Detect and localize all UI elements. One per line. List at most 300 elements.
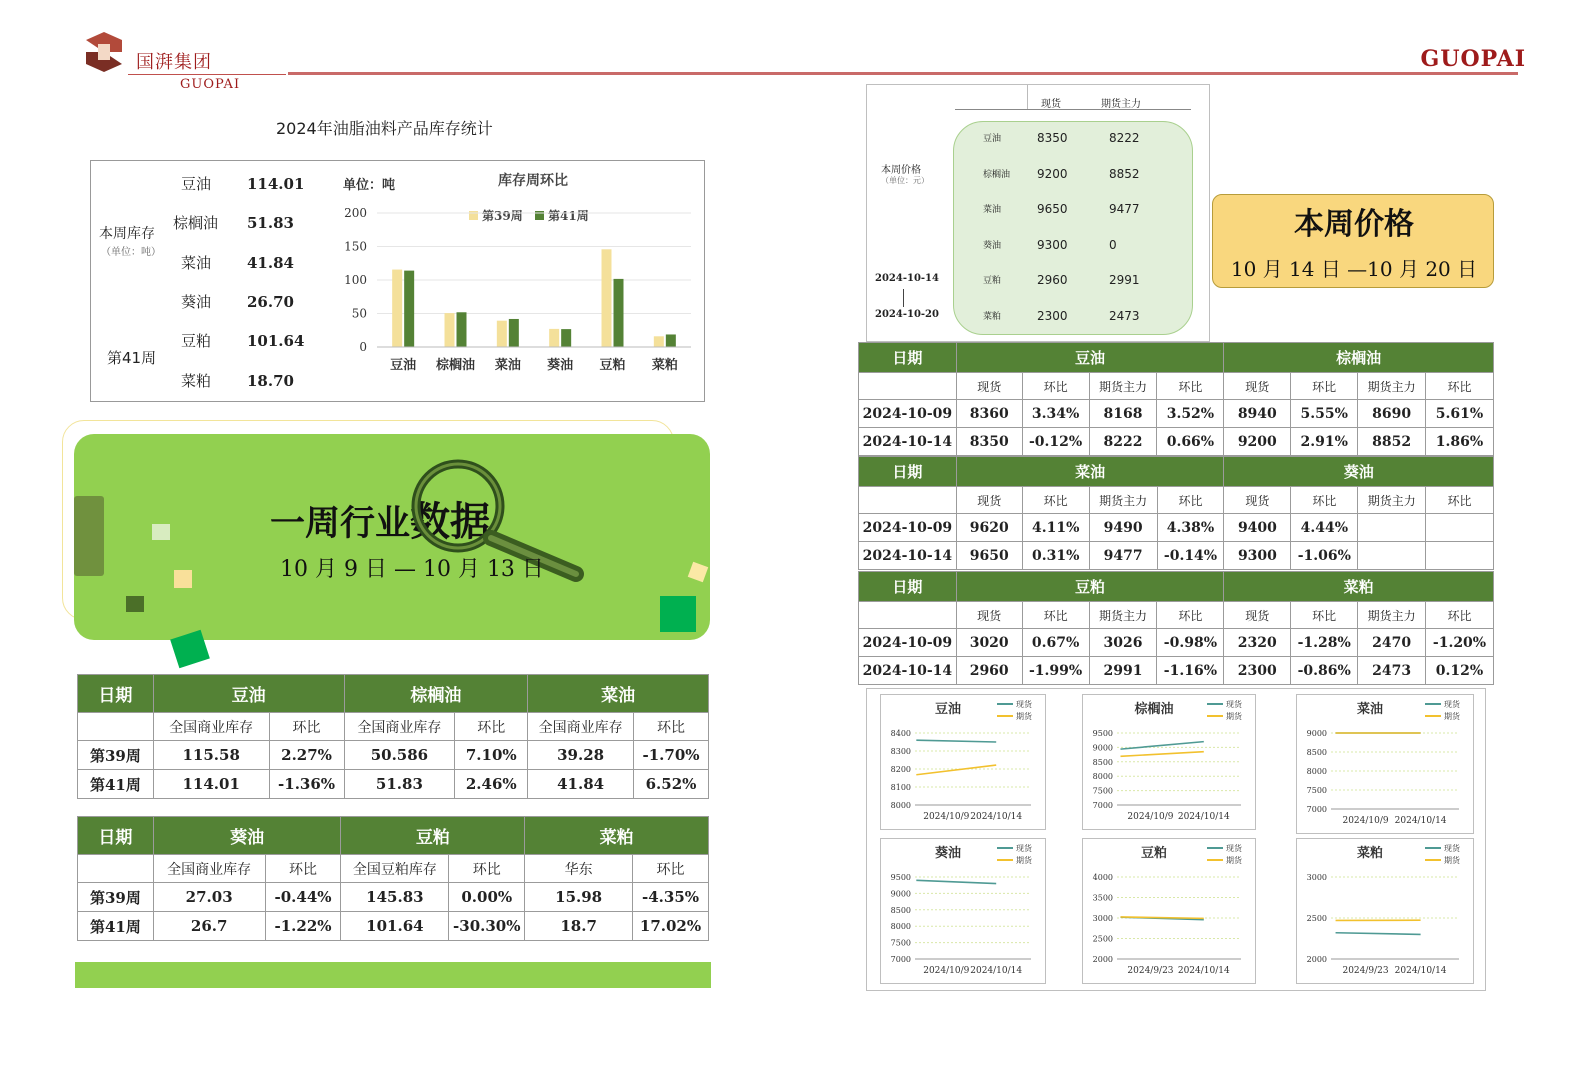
mini-legend-label: 期货 [1016, 856, 1032, 865]
stock-item-name: 豆粕 [181, 332, 212, 351]
table-cell: 9477 [1089, 542, 1157, 570]
price-side-unit: （单位：元） [881, 176, 929, 185]
mini-y-tick-label: 7500 [1306, 786, 1327, 795]
bar [497, 321, 507, 347]
table-row-label: 2024-10-09 [859, 514, 957, 542]
table-cell: 2470 [1358, 629, 1426, 657]
table-blank-cell [859, 602, 957, 629]
mini-y-tick-label: 8300 [890, 747, 911, 756]
table-cell: 4.38% [1157, 514, 1224, 542]
mini-y-tick-label: 9000 [1092, 743, 1113, 753]
bar [392, 270, 402, 347]
table-row [859, 428, 1494, 456]
mini-chart-svg [1083, 695, 1257, 831]
banner-deco-bar [74, 496, 104, 576]
bar [666, 334, 676, 347]
price-table-2 [858, 456, 1494, 570]
price-col-spot: 现货 [1041, 99, 1061, 110]
banner-title-part1: 一周行业 [270, 503, 411, 544]
table-cell: 114.01 [153, 770, 269, 799]
table-cell: 6.52% [634, 770, 709, 799]
stock-item-value: 26.70 [247, 292, 294, 311]
table-cell: -30.30% [449, 912, 525, 941]
table-date-header: 日期 [78, 817, 154, 855]
banner-deco-square [152, 524, 170, 540]
table-cell [1358, 542, 1426, 570]
mini-y-tick-label: 2000 [1306, 955, 1327, 964]
bar [602, 249, 612, 347]
y-tick-label: 0 [359, 340, 367, 354]
stock-item-value: 114.01 [247, 175, 305, 193]
mini-chart-title: 菜油 [1356, 702, 1384, 717]
stock-bar-chart [341, 169, 701, 394]
price-row-spot: 9200 [1037, 166, 1068, 181]
mini-legend-label: 期货 [1016, 712, 1032, 721]
stock-week-label: 本周库存 [99, 226, 155, 242]
mini-y-tick-label: 9500 [890, 873, 911, 882]
price-row-future: 9477 [1109, 202, 1140, 217]
table-group-header: 豆油 [956, 343, 1224, 373]
banner-deco-square [660, 596, 696, 632]
table-row [859, 514, 1494, 542]
table-cell: 0.31% [1022, 542, 1089, 570]
table-cell: 2300 [1224, 657, 1291, 685]
table-group-header: 豆油 [153, 675, 344, 713]
table-cell: -1.70% [634, 741, 709, 770]
table-cell: 9300 [1224, 542, 1291, 570]
stock-item-name: 豆油 [181, 175, 212, 193]
mini-legend-label: 现货 [1016, 844, 1032, 853]
price-row-spot: 9300 [1037, 237, 1068, 252]
bar [445, 313, 455, 347]
table-subheader: 现货 [956, 373, 1022, 400]
table-subheader: 环比 [455, 713, 528, 741]
mini-y-tick-label: 8100 [890, 783, 911, 792]
table-row [859, 400, 1494, 428]
mini-y-tick-label: 7000 [1306, 805, 1327, 814]
table-row-label: 第41周 [78, 770, 154, 799]
price-date-line [903, 289, 904, 307]
mini-x-tick-label: 2024/10/9 [923, 966, 970, 976]
table-group-header: 豆粕 [341, 817, 525, 855]
table-subheader: 现货 [1224, 602, 1291, 629]
mini-chart-svg [881, 839, 1047, 985]
table-cell: 2.46% [455, 770, 528, 799]
price-header-divider [1027, 85, 1028, 109]
table-row-label: 2024-10-09 [859, 629, 957, 657]
y-tick-label: 200 [344, 206, 367, 220]
table-cell: 3026 [1089, 629, 1157, 657]
company-logo [82, 30, 126, 74]
header-rule-short [128, 74, 286, 75]
mini-legend-label: 现货 [1444, 844, 1460, 853]
mini-y-tick-label: 9000 [1306, 729, 1327, 738]
table-date-header: 日期 [78, 675, 154, 713]
week-price-box [1212, 194, 1494, 288]
week-price-dates: 10 月 14 日 —10 月 20 日 [1230, 257, 1478, 281]
bar [404, 271, 414, 347]
table-subheader: 环比 [1157, 602, 1224, 629]
table-cell: 3.52% [1157, 400, 1224, 428]
table-cell: 9650 [956, 542, 1022, 570]
mini-legend-label: 期货 [1444, 856, 1460, 865]
mini-x-tick-label: 2024/10/14 [1394, 966, 1447, 976]
x-tick-label: 葵油 [547, 358, 574, 373]
table-cell: 2320 [1224, 629, 1291, 657]
table-subheader: 环比 [449, 855, 525, 883]
table-cell: 0.00% [449, 883, 525, 912]
table-cell: 39.28 [528, 741, 634, 770]
price-rounded-box [953, 121, 1193, 335]
mini-series-line [1120, 742, 1203, 749]
mini-legend-label: 期货 [1444, 712, 1460, 721]
table-row-label: 2024-10-09 [859, 400, 957, 428]
table-cell [1426, 514, 1494, 542]
table-subheader: 期货主力 [1089, 602, 1157, 629]
price-row-spot: 2300 [1037, 309, 1068, 323]
mini-legend-label: 现货 [1444, 700, 1460, 709]
table-cell: 8360 [956, 400, 1022, 428]
table-cell: -0.98% [1157, 629, 1224, 657]
price-row-spot: 2960 [1037, 273, 1068, 288]
table-subheader: 环比 [1426, 373, 1494, 400]
table-subheader: 环比 [633, 855, 709, 883]
table-cell: -1.28% [1291, 629, 1358, 657]
stock-item-value: 18.70 [247, 371, 294, 390]
mini-legend-label: 现货 [1226, 844, 1242, 853]
mini-x-tick-label: 2024/10/9 [1342, 816, 1389, 826]
mini-x-tick-label: 2024/9/23 [1127, 966, 1174, 976]
table-group-header: 菜油 [956, 457, 1224, 487]
x-tick-label: 棕榈油 [435, 358, 476, 373]
y-tick-label: 100 [344, 273, 367, 287]
table-cell: 0.67% [1022, 629, 1089, 657]
table-group-header: 菜油 [528, 675, 709, 713]
stock-item-name: 葵油 [181, 292, 212, 311]
mini-series-line [916, 765, 996, 775]
table-cell: 2960 [956, 657, 1022, 685]
price-row-future: 8222 [1109, 131, 1140, 145]
table-subheader: 环比 [1291, 373, 1358, 400]
table-cell: 15.98 [525, 883, 633, 912]
x-tick-label: 豆油 [390, 358, 417, 373]
table-cell: -1.36% [269, 770, 344, 799]
table-blank-cell [859, 487, 957, 514]
table-subheader: 全国商业库存 [153, 855, 265, 883]
mini-chart-title: 棕榈油 [1134, 702, 1174, 717]
mini-x-tick-label: 2024/10/14 [1394, 816, 1447, 826]
mini-y-tick-label: 2500 [1306, 914, 1327, 923]
chart-unit-label: 单位：吨 [343, 178, 396, 193]
table-subheader: 期货主力 [1358, 373, 1426, 400]
table-subheader: 环比 [634, 713, 709, 741]
mini-x-tick-label: 2024/10/14 [1177, 966, 1230, 976]
mini-y-tick-label: 8000 [890, 801, 911, 810]
banner-deco-square [126, 596, 144, 612]
mini-x-tick-label: 2024/10/14 [1177, 812, 1230, 822]
stock-item-name: 菜粕 [181, 371, 212, 390]
table-blank-cell [78, 713, 154, 741]
table-cell: 4.44% [1291, 514, 1358, 542]
stock-table-2 [77, 816, 709, 941]
table-cell: 9200 [1224, 428, 1291, 456]
bar [509, 319, 519, 347]
table-cell: 8222 [1089, 428, 1157, 456]
table-subheader: 环比 [1291, 487, 1358, 514]
mini-y-tick-label: 4000 [1092, 873, 1113, 882]
logo-mark-icon [82, 30, 126, 74]
price-row-name: 豆油 [983, 134, 1002, 144]
table-subheader: 现货 [1224, 487, 1291, 514]
stock-table-1 [77, 674, 709, 799]
table-subheader: 环比 [265, 855, 341, 883]
bar [654, 336, 664, 347]
table-cell: -1.16% [1157, 657, 1224, 685]
table-cell: 101.64 [341, 912, 449, 941]
table-cell: -4.35% [633, 883, 709, 912]
mini-x-tick-label: 2024/10/9 [923, 812, 970, 822]
stock-item-name: 菜油 [181, 253, 212, 272]
mini-line-chart [1296, 838, 1474, 984]
table-row-label: 2024-10-14 [859, 657, 957, 685]
table-subheader: 期货主力 [1089, 373, 1157, 400]
table-cell: 0.66% [1157, 428, 1224, 456]
price-row-name: 葵油 [983, 240, 1002, 251]
table-cell: 2991 [1089, 657, 1157, 685]
table-cell [1358, 514, 1426, 542]
banner-title-part2: 数据 [410, 498, 491, 545]
table-subheader: 期货主力 [1358, 487, 1426, 514]
table-cell: 3020 [956, 629, 1022, 657]
table-subheader: 环比 [1022, 373, 1089, 400]
mini-series-line [1336, 933, 1421, 935]
table-subheader: 环比 [1426, 602, 1494, 629]
table-subheader: 环比 [1157, 373, 1224, 400]
table-cell: 18.7 [525, 912, 633, 941]
mini-y-tick-label: 8000 [1092, 772, 1113, 782]
stock-title: 2024年油脂油料产品库存统计 [276, 119, 493, 138]
legend-swatch [535, 211, 544, 220]
banner-deco-square [174, 570, 192, 588]
table-subheader: 现货 [956, 602, 1022, 629]
price-row-spot: 9650 [1037, 202, 1068, 217]
stock-item-value: 41.84 [247, 253, 294, 272]
price-row-spot: 8350 [1037, 131, 1068, 145]
mini-series-line [1120, 752, 1203, 757]
mini-series-line [916, 740, 996, 742]
table-cell: 8690 [1358, 400, 1426, 428]
mini-y-tick-label: 7500 [890, 938, 911, 948]
table-row [78, 883, 709, 912]
table-row [78, 912, 709, 941]
mini-line-chart [1082, 838, 1256, 984]
price-table-1 [858, 342, 1494, 456]
mini-y-tick-label: 8400 [890, 729, 911, 738]
mini-chart-title: 豆粕 [1140, 846, 1168, 861]
price-col-future: 期货主力 [1101, 99, 1141, 110]
table-row-label: 2024-10-14 [859, 542, 957, 570]
mini-chart-svg [1297, 839, 1475, 985]
mini-y-tick-label: 3000 [1092, 914, 1113, 923]
banner [62, 420, 712, 650]
table-subheader: 现货 [956, 487, 1022, 514]
logo-text-en: GUOPAI [180, 77, 241, 92]
price-panel [866, 84, 1210, 342]
table-group-header: 豆粕 [956, 572, 1224, 602]
mini-y-tick-label: 8000 [890, 922, 911, 932]
price-row-future: 2991 [1109, 273, 1140, 288]
table-date-header: 日期 [859, 572, 957, 602]
price-row-name: 菜粕 [983, 312, 1002, 322]
table-subheader: 现货 [1224, 373, 1291, 400]
table-group-header: 菜粕 [525, 817, 709, 855]
mini-y-tick-label: 8500 [1092, 757, 1113, 767]
mini-legend-label: 期货 [1226, 856, 1242, 865]
table-cell: 0.12% [1426, 657, 1494, 685]
table-cell: 9400 [1224, 514, 1291, 542]
table-cell [1426, 542, 1494, 570]
mini-y-tick-label: 7000 [1092, 801, 1113, 810]
table-subheader: 全国商业库存 [153, 713, 269, 741]
mini-line-chart [1296, 694, 1474, 834]
table-cell: 8350 [956, 428, 1022, 456]
table-group-header: 葵油 [1224, 457, 1494, 487]
table-subheader: 全国豆粕库存 [341, 855, 449, 883]
table-cell: 4.11% [1022, 514, 1089, 542]
price-row-future: 2473 [1109, 309, 1140, 323]
price-date-end: 2024-10-20 [875, 309, 939, 320]
mini-line-chart [1082, 694, 1256, 830]
y-tick-label: 50 [351, 306, 367, 321]
table-subheader: 华东 [525, 855, 633, 883]
table-cell: -1.06% [1291, 542, 1358, 570]
mini-y-tick-label: 2000 [1092, 955, 1113, 964]
mini-legend-label: 现货 [1226, 700, 1242, 709]
x-tick-label: 豆粕 [599, 358, 626, 373]
table-group-header: 葵油 [153, 817, 341, 855]
table-cell: 2.91% [1291, 428, 1358, 456]
table-subheader: 期货主力 [1358, 602, 1426, 629]
table-subheader: 期货主力 [1089, 487, 1157, 514]
week-price-title: 本周价格 [1294, 207, 1414, 242]
table-cell: 145.83 [341, 883, 449, 912]
table-cell: 51.83 [344, 770, 455, 799]
table-subheader: 环比 [1022, 602, 1089, 629]
table-row [78, 770, 709, 799]
table-cell: 9490 [1089, 514, 1157, 542]
x-tick-label: 菜粕 [651, 358, 678, 373]
stock-item-name: 棕榈油 [173, 214, 219, 233]
table-subheader: 全国商业库存 [528, 713, 634, 741]
price-row-future: 0 [1109, 237, 1117, 252]
bar [614, 279, 624, 347]
table-cell: 41.84 [528, 770, 634, 799]
stock-item-value: 51.83 [247, 214, 294, 233]
table-cell: -0.14% [1157, 542, 1224, 570]
table-subheader: 环比 [269, 713, 344, 741]
table-cell: 8940 [1224, 400, 1291, 428]
footer-bar [75, 962, 711, 988]
mini-line-chart [880, 694, 1046, 830]
mini-x-tick-label: 2024/9/23 [1342, 966, 1389, 976]
mini-chart-svg [1297, 695, 1475, 835]
price-header-rule [955, 109, 1191, 110]
banner-date-range: 10 月 9 日 — 10 月 13 日 [280, 557, 544, 582]
mini-x-tick-label: 2024/10/9 [1127, 812, 1174, 822]
table-date-header: 日期 [859, 457, 957, 487]
table-subheader: 全国商业库存 [344, 713, 455, 741]
mini-x-tick-label: 2024/10/14 [970, 966, 1023, 976]
table-cell: 26.7 [153, 912, 265, 941]
mini-y-tick-label: 3500 [1092, 893, 1113, 903]
stock-unit-note: （单位：吨） [101, 247, 161, 258]
mini-chart-svg [1083, 839, 1257, 985]
table-row-label: 第39周 [78, 883, 154, 912]
table-row [78, 741, 709, 770]
table-subheader: 环比 [1291, 602, 1358, 629]
table-cell: 1.86% [1426, 428, 1494, 456]
mini-series-line [916, 880, 996, 883]
mini-chart-title: 葵油 [934, 846, 962, 861]
mini-y-tick-label: 8000 [1306, 767, 1327, 776]
price-row-name: 菜油 [983, 205, 1002, 216]
table-row [859, 629, 1494, 657]
table-date-header: 日期 [859, 343, 957, 373]
table-cell: -0.44% [265, 883, 341, 912]
price-row-future: 8852 [1109, 166, 1140, 181]
table-cell: 3.34% [1022, 400, 1089, 428]
mini-y-tick-label: 2500 [1092, 934, 1113, 944]
mini-chart-title: 豆油 [934, 702, 962, 717]
x-tick-label: 菜油 [494, 358, 521, 373]
header-rule [288, 72, 1518, 75]
table-cell: 9620 [956, 514, 1022, 542]
y-tick-label: 150 [344, 239, 367, 254]
mini-y-tick-label: 7000 [890, 955, 911, 964]
table-subheader: 环比 [1157, 487, 1224, 514]
price-row-name: 棕榈油 [983, 169, 1011, 180]
table-cell: 2.27% [269, 741, 344, 770]
mini-y-tick-label: 9500 [1092, 729, 1113, 738]
table-group-header: 棕榈油 [344, 675, 528, 713]
table-blank-cell [78, 855, 154, 883]
table-row [859, 542, 1494, 570]
table-subheader: 环比 [1022, 487, 1089, 514]
table-cell: 115.58 [153, 741, 269, 770]
legend-swatch [469, 211, 478, 220]
mini-y-tick-label: 9000 [890, 889, 911, 899]
mini-line-chart [880, 838, 1046, 984]
brand-title: GUOPAI [1420, 46, 1526, 72]
bar [549, 329, 559, 347]
table-group-header: 棕榈油 [1224, 343, 1494, 373]
mini-y-tick-label: 7500 [1092, 786, 1113, 796]
mini-x-tick-label: 2024/10/14 [970, 812, 1023, 822]
mini-chart-svg [881, 695, 1047, 831]
price-side-label: 本周价格 [881, 165, 921, 176]
table-cell: 8852 [1358, 428, 1426, 456]
table-subheader: 环比 [1426, 487, 1494, 514]
table-row [859, 657, 1494, 685]
table-cell: 8168 [1089, 400, 1157, 428]
table-cell: 7.10% [455, 741, 528, 770]
stock-item-value: 101.64 [247, 332, 305, 351]
table-cell: -0.12% [1022, 428, 1089, 456]
table-blank-cell [859, 373, 957, 400]
mini-legend-label: 期货 [1226, 712, 1242, 721]
table-cell: -0.86% [1291, 657, 1358, 685]
table-cell: -1.20% [1426, 629, 1494, 657]
